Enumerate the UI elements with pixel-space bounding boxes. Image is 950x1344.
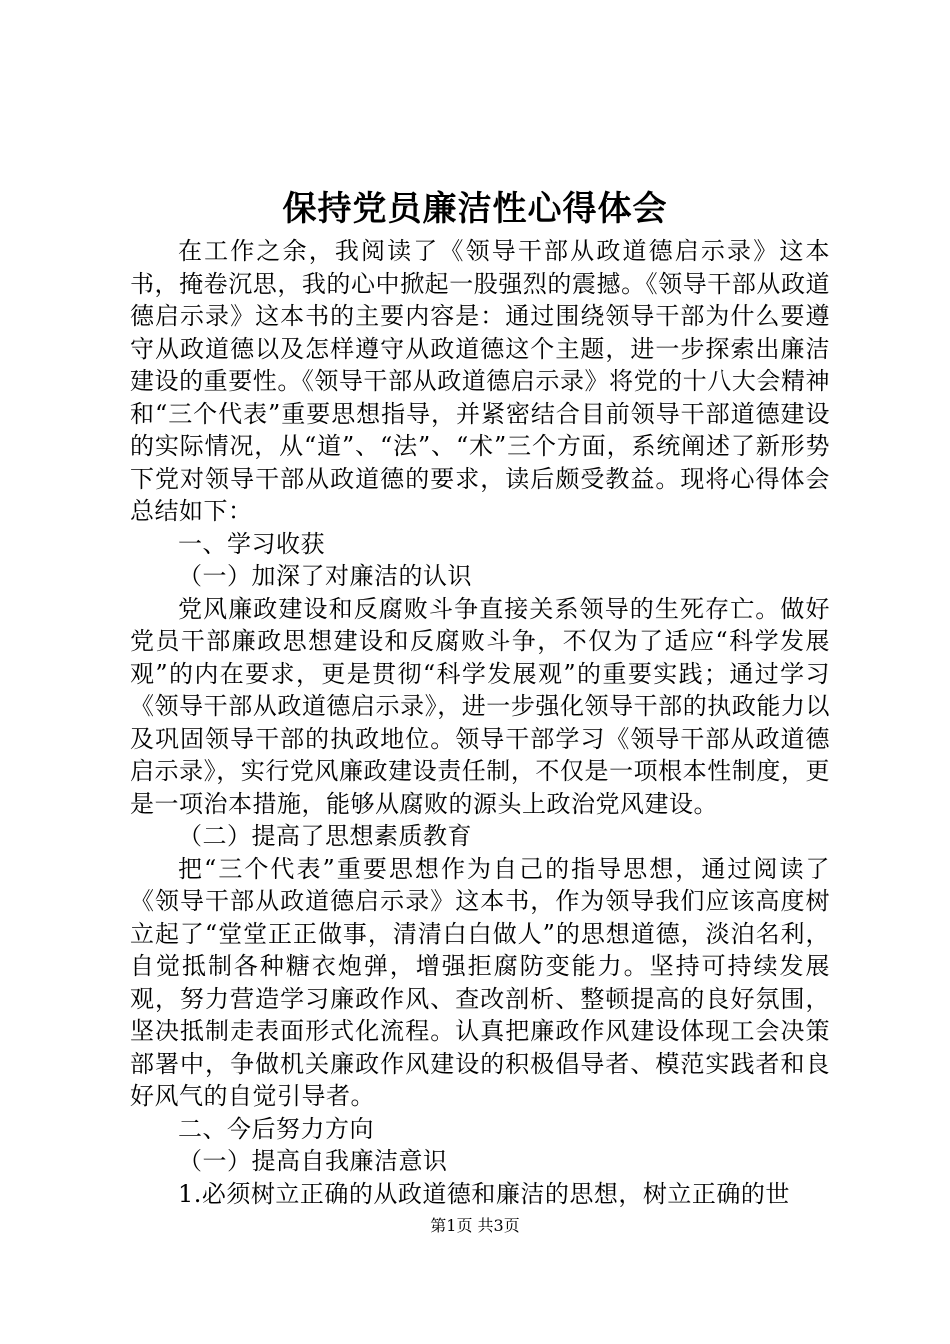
subsection-heading-1-2: （二）提高了思想素质教育	[178, 822, 472, 850]
document-title: 保持党员廉洁性心得体会	[282, 189, 668, 229]
paragraph-1-1: 党风廉政建设和反腐败斗争直接关系领导的生死存亡。做好党员干部廉政思想建设和反腐败斗争，不仅为了适应“科学发展观”的内在要求，更是贯彻“科学发展观”的重要实践；通过学习《领导干部从政道德启示录》，进一步强化领导干部的执政能力以及巩固领导干部的执政地位。领导干部学习《领导干部从政道德启示录》，实行党风廉政建设责任制，不仅是一项根本性制度，更是一项治本措施，能够从腐败的源头上政治党风建设。	[130, 594, 830, 818]
section-heading-2: 二、今后努力方向	[178, 1114, 374, 1143]
paragraph-1-2: 把“三个代表”重要思想作为自己的指导思想，通过阅读了《领导干部从政道德启示录》这本书，作为领导我们应该高度树立起了“堂堂正正做事，清清白白做人”的思想道德，淡泊名利，自觉抵制各种糖衣炮弹，增强拒腐防变能力。坚持可持续发展观，努力营造学习廉政作风、查改剖析、整顿提高的良好氛围，坚决抵制走表面形式化流程。认真把廉政作风建设体现工会决策部署中，争做机关廉政作风建设的积极倡导者、模范实践者和良好风气的自觉引导者。	[130, 854, 830, 1110]
paragraph-intro: 在工作之余，我阅读了《领导干部从政道德启示录》这本书，掩卷沉思，我的心中掀起一股强烈的震撼。《领导干部从政道德启示录》这本书的主要内容是：通过围绕领导干部为什么要遵守从政道德以及怎样遵守从政道德这个主题，进一步探索出廉洁建设的重要性。《领导干部从政道德启示录》将党的十八大会精神和“三个代表”重要思想指导，并紧密结合目前领导干部道德建设的实际情况，从“道”、“法”、“术”三个方面，系统阐述了新形势下党对领导干部从政道德的要求，读后颇受教益。现将心得体会总结如下：	[130, 237, 830, 525]
page-number-footer: 第1页 共3页	[430, 1216, 520, 1235]
document-body	[130, 235, 830, 1210]
section-heading-1: 一、学习收获	[178, 529, 325, 558]
paragraph-2-1: 1.必须树立正确的从政道德和廉洁的思想，树立正确的世	[178, 1179, 790, 1208]
subsection-heading-2-1: （一）提高自我廉洁意识	[178, 1147, 448, 1175]
subsection-heading-1-1: （一）加深了对廉洁的认识	[178, 562, 472, 590]
